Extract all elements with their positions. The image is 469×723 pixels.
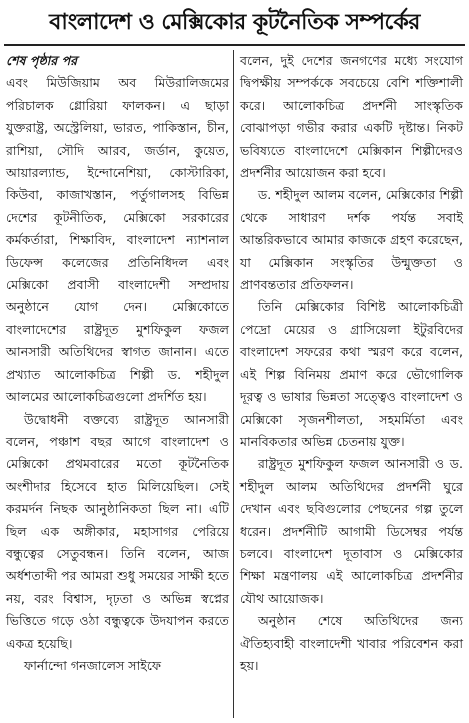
- paragraph: অনুষ্ঠান শেষে অতিথিদের জন্য ঐতিহ্যবাহী বাংলাদেশী খাবার পরিবেশন করা হয়।: [240, 613, 463, 673]
- column-divider: [233, 50, 234, 718]
- paragraph: রাষ্ট্রদূত মুশফিকুল ফজল আনসারী ও ড. শহীদুল আলম অতিথিদের প্রদর্শনী ঘুরে দেখান এবং ছবিগুলোর পেছনের গল্প তুলে ধরেন। প্রদর্শনীটি আগামী ডিসেম্বর পর্যন্ত চলবে। বাংলাদেশ দূতাবাস ও মেক্সিকোর শিক্ষা মন্ত্রণালয় এই আলোকচিত্র প্রদর্শনীর যৌথ আয়োজক।: [240, 456, 463, 606]
- continued-label: শেষ পৃষ্ঠার পর: [6, 53, 78, 68]
- paragraph: তিনি মেক্সিকোর বিশিষ্ট আলোকচিত্রী পেদ্রো মেয়ের ও গ্রাসিয়েলা ইটুরবিদের বাংলাদেশ সফরের কথা স্মরণ করে বলেন, এই শিল্প বিনিময় প্রমাণ করে ভৌগোলিক দূরত্ব ও ভাষার ভিন্নতা সত্ত্বেও বাংলাদেশ ও মেক্সিকো সৃজনশীলতা, সহমর্মিতা এবং মানবিকতার অভিন্ন চেতনায় যুক্ত।: [240, 299, 463, 449]
- headline: বাংলাদেশ ও মেক্সিকোর কূটনৈতিক সম্পর্কের: [49, 10, 420, 35]
- paragraph: বলেন, দুই দেশের জনগণের মধ্যে সংযোগ দ্বিপক্ষীয় সম্পর্ককে সবচেয়ে বেশি শক্তিশালী করে। আলোকচিত্র প্রদর্শনী সাংস্কৃতিক বোঝাপড়া গভীর করার একটি দৃষ্টান্ত। নিকট ভবিষ্যতে বাংলাদেশে মেক্সিকান শিল্পীদেরও প্রদর্শনীর আয়োজন করা হবে।: [240, 53, 463, 181]
- paragraph: উদ্বোধনী বক্তব্যে রাষ্ট্রদূত আনসারী বলেন, পঞ্চাশ বছর আগে বাংলাদেশ ও মেক্সিকো প্রথমবারের মতো কূটনৈতিক অংশীদার হিসেবে হাত মিলিয়েছিল। সেই করমর্দন নিছক আনুষ্ঠানিকতা ছিল না। এটি ছিল এক অঙ্গীকার, মহাসাগর পেরিয়ে বন্ধুত্বের সেতুবন্ধন। তিনি বলেন, আজ অর্ধশতাব্দী পর আমরা শুধু সময়ের সাক্ষী হতে নয়, বরং বিশ্বাস, দৃঢ়তা ও অভিন্ন স্বপ্নের ভিত্তিতে গড়ে ওঠা বন্ধুত্বকে উদযাপন করতে একত্র হয়েছি।: [6, 411, 229, 651]
- left-column: [6, 50, 229, 677]
- paragraph: এবং মিউজিয়াম অব মিউরালিজমের পরিচালক গ্লোরিয়া ফালকন। এ ছাড়া যুক্তরাষ্ট্র, অস্ট্রেলিয়া, ভারত, পাকিস্তান, চীন, রাশিয়া, সৌদি আরব, জর্ডান, কুয়েত, আয়ারল্যান্ড, ইন্দোনেশিয়া, কোস্টারিকা, কিউবা, কাজাখস্তান, পর্তুগালসহ বিভিন্ন দেশের কূটনীতিক, মেক্সিকো সরকারের কর্মকর্তারা, শিক্ষাবিদ, বাংলাদেশ ন্যাশনাল ডিফেন্স কলেজের প্রতিনিধিদল এবং মেক্সিকো প্রবাসী বাংলাদেশী সম্প্রদায় অনুষ্ঠানে যোগ দেন। মেক্সিকোতে বাংলাদেশের রাষ্ট্রদূত মুশফিকুল ফজল আনসারী অতিথিদের স্বাগত জানান। এতে প্রখ্যাত আলোকচিত্র শিল্পী ড. শহীদুল আলমের আলোকচিত্রগুলো প্রদর্শিত হয়।: [6, 75, 229, 405]
- headline-rule: [4, 44, 465, 46]
- right-column: [240, 50, 463, 677]
- paragraph: ফার্নান্দো গনজালেস সাইফে: [24, 657, 162, 673]
- paragraph: ড. শহীদুল আলম বলেন, মেক্সিকোর শিল্পী থেকে সাধারণ দর্শক পর্যন্ত সবাই আন্তরিকভাবে আমার কাজকে গ্রহণ করেছেন, যা মেক্সিকান সংস্কৃতির উন্মুক্ততা ও প্রাণবন্ততার প্রতিফলন।: [240, 187, 463, 293]
